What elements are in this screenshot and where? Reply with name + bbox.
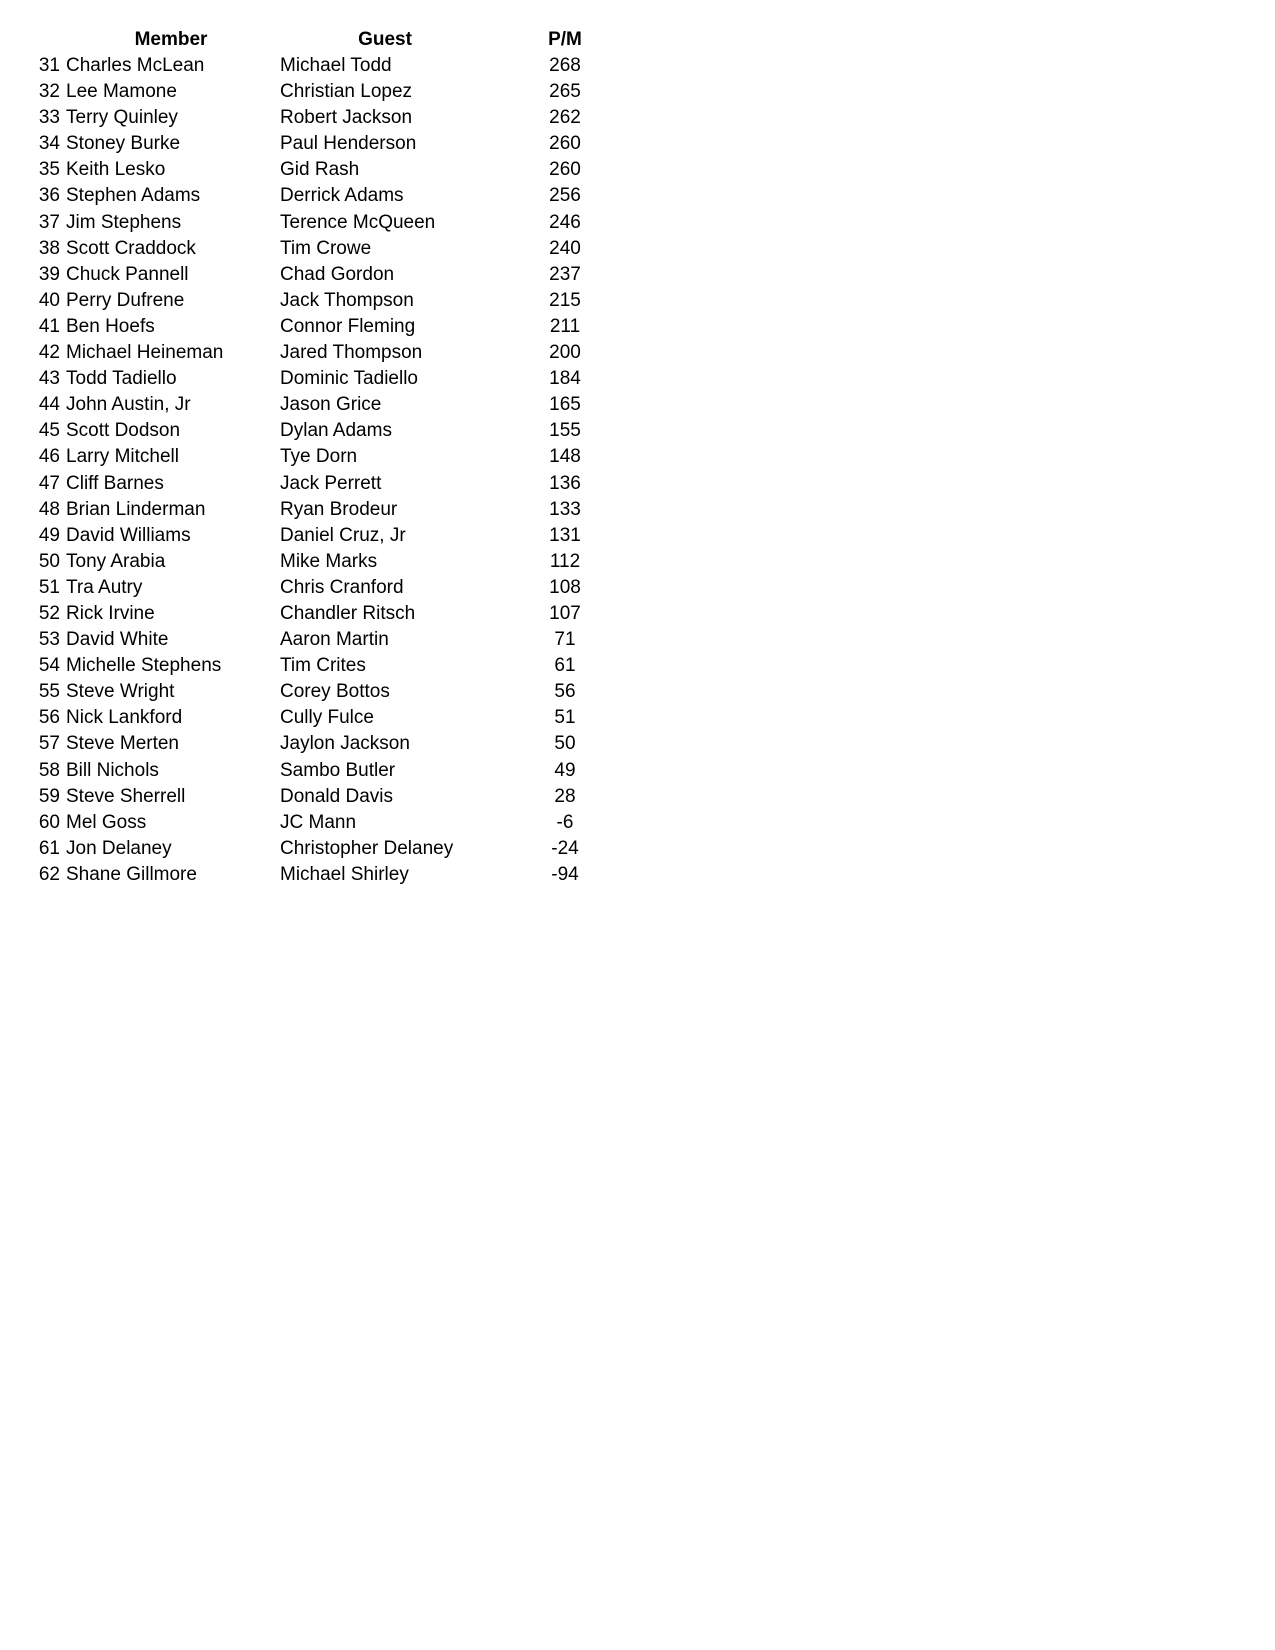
pm-cell: 50 [554,733,576,755]
rank-cell: 60 [38,811,60,833]
rank-cell: 54 [38,655,60,677]
pm-cell: 61 [554,655,576,677]
member-cell: Nick Lankford [66,707,183,729]
guest-cell: Chris Cranford [280,576,404,598]
rank-cell: 33 [38,107,60,129]
rank-cell: 48 [38,498,60,520]
pm-cell: 131 [549,524,581,546]
member-cell: Tony Arabia [66,550,166,572]
member-cell: Shane Gillmore [66,863,197,885]
guest-cell: Jack Perrett [280,472,382,494]
member-cell: Scott Craddock [66,237,196,259]
rank-cell: 61 [38,837,60,859]
rank-cell: 37 [38,211,60,233]
rank-cell: 31 [38,55,60,76]
member-cell: Keith Lesko [66,159,166,181]
pm-cell: 148 [549,446,581,468]
member-cell: Rick Irvine [66,602,155,624]
member-cell: Bill Nichols [66,759,159,781]
member-cell: Jon Delaney [66,837,172,859]
rank-cell: 45 [38,420,60,442]
member-cell: Steve Wright [66,681,175,703]
member-cell: Terry Quinley [66,107,178,129]
pm-cell: 71 [554,629,576,651]
member-cell: Mel Goss [66,811,147,833]
rank-cell: 44 [38,394,60,416]
member-column-header: Member [134,29,208,50]
pm-cell: -6 [556,811,574,833]
guest-cell: Tim Crites [280,655,366,677]
guest-cell: Paul Henderson [280,133,417,155]
rank-cell: 49 [38,524,60,546]
member-cell: Michelle Stephens [66,655,222,677]
pm-cell: 49 [554,759,576,781]
pm-cell: 246 [549,211,581,233]
pm-cell: 51 [554,707,576,729]
rank-cell: 42 [38,342,60,364]
member-cell: David White [66,629,169,651]
member-cell: Todd Tadiello [66,368,177,390]
member-cell: Scott Dodson [66,420,181,442]
pm-cell: 262 [549,107,581,129]
rank-cell: 36 [38,185,60,207]
pm-cell: 136 [549,472,581,494]
pm-cell: 155 [549,420,581,442]
guest-cell: Ryan Brodeur [280,498,398,520]
guest-cell: Dylan Adams [280,420,392,442]
rank-cell: 32 [38,81,60,103]
pm-cell: 215 [549,289,581,311]
rank-cell: 57 [38,733,60,755]
rank-cell: 52 [38,602,60,624]
guest-cell: Cully Fulce [280,707,374,729]
pm-cell: 237 [549,263,581,285]
guest-cell: Derrick Adams [280,185,404,207]
member-cell: Stephen Adams [66,185,201,207]
member-cell: Chuck Pannell [66,263,189,285]
pm-cell: 265 [549,81,581,103]
pm-cell: 107 [549,602,581,624]
pm-cell: 165 [549,394,581,416]
pm-cell: 28 [554,785,576,807]
member-cell: Lee Mamone [66,81,177,103]
member-cell: Brian Linderman [66,498,206,520]
rank-cell: 34 [38,133,60,155]
pm-column-header: P/M [548,29,582,50]
guest-cell: Jason Grice [280,394,382,416]
member-cell: Cliff Barnes [66,472,164,494]
guest-cell: Jaylon Jackson [280,733,410,755]
guest-cell: Michael Shirley [280,863,409,885]
pm-cell: 260 [549,133,581,155]
pm-cell: 108 [549,576,581,598]
rank-cell: 56 [38,707,60,729]
guest-cell: Gid Rash [280,159,360,181]
pm-cell: 240 [549,237,581,259]
guest-cell: Chad Gordon [280,263,395,285]
rank-cell: 62 [38,863,60,885]
rank-cell: 58 [38,759,60,781]
guest-cell: Donald Davis [280,785,393,807]
guest-cell: Christopher Delaney [280,837,454,859]
member-cell: Perry Dufrene [66,289,185,311]
member-cell: Tra Autry [66,576,143,598]
pm-cell: 133 [549,498,581,520]
guest-cell: Robert Jackson [280,107,413,129]
guest-cell: Michael Todd [280,55,392,76]
rank-cell: 35 [38,159,60,181]
member-cell: Ben Hoefs [66,315,155,337]
pm-cell: -24 [551,837,579,859]
guest-cell: Dominic Tadiello [280,368,418,390]
guest-cell: Corey Bottos [280,681,390,703]
rank-cell: 43 [38,368,60,390]
member-cell: John Austin, Jr [66,394,191,416]
guest-cell: Jack Thompson [280,289,414,311]
pm-cell: 260 [549,159,581,181]
rank-cell: 47 [38,472,60,494]
member-cell: Michael Heineman [66,342,224,364]
rank-cell: 59 [38,785,60,807]
guest-cell: Terence McQueen [280,211,436,233]
guest-cell: Jared Thompson [280,342,423,364]
member-cell: Stoney Burke [66,133,181,155]
guest-cell: Sambo Butler [280,759,396,781]
rank-cell: 53 [38,629,60,651]
guest-cell: JC Mann [280,811,357,833]
guest-cell: Christian Lopez [280,81,413,103]
pm-cell: 268 [549,55,581,76]
pm-cell: 56 [554,681,576,703]
rank-cell: 39 [38,263,60,285]
pm-cell: 211 [549,315,581,337]
rank-cell: 51 [38,576,60,598]
pm-cell: -94 [551,863,579,885]
member-cell: Jim Stephens [66,211,182,233]
member-cell: Charles McLean [66,55,205,76]
rank-cell: 55 [38,681,60,703]
guest-cell: Tim Crowe [280,237,372,259]
member-cell: David Williams [66,524,191,546]
rank-cell: 46 [38,446,60,468]
guest-cell: Mike Marks [280,550,378,572]
guest-column-header: Guest [358,29,412,50]
guest-cell: Connor Fleming [280,315,416,337]
member-cell: Larry Mitchell [66,446,179,468]
pm-cell: 256 [549,185,581,207]
member-cell: Steve Merten [66,733,179,755]
rank-cell: 40 [38,289,60,311]
rank-cell: 41 [38,315,60,337]
rank-cell: 50 [38,550,60,572]
guest-cell: Aaron Martin [280,629,389,651]
rank-cell: 38 [38,237,60,259]
guest-cell: Tye Dorn [280,446,358,468]
pm-cell: 184 [549,368,581,390]
pm-cell: 112 [549,550,581,572]
member-cell: Steve Sherrell [66,785,186,807]
guest-cell: Daniel Cruz, Jr [280,524,406,546]
guest-cell: Chandler Ritsch [280,602,416,624]
pm-cell: 200 [549,342,581,364]
